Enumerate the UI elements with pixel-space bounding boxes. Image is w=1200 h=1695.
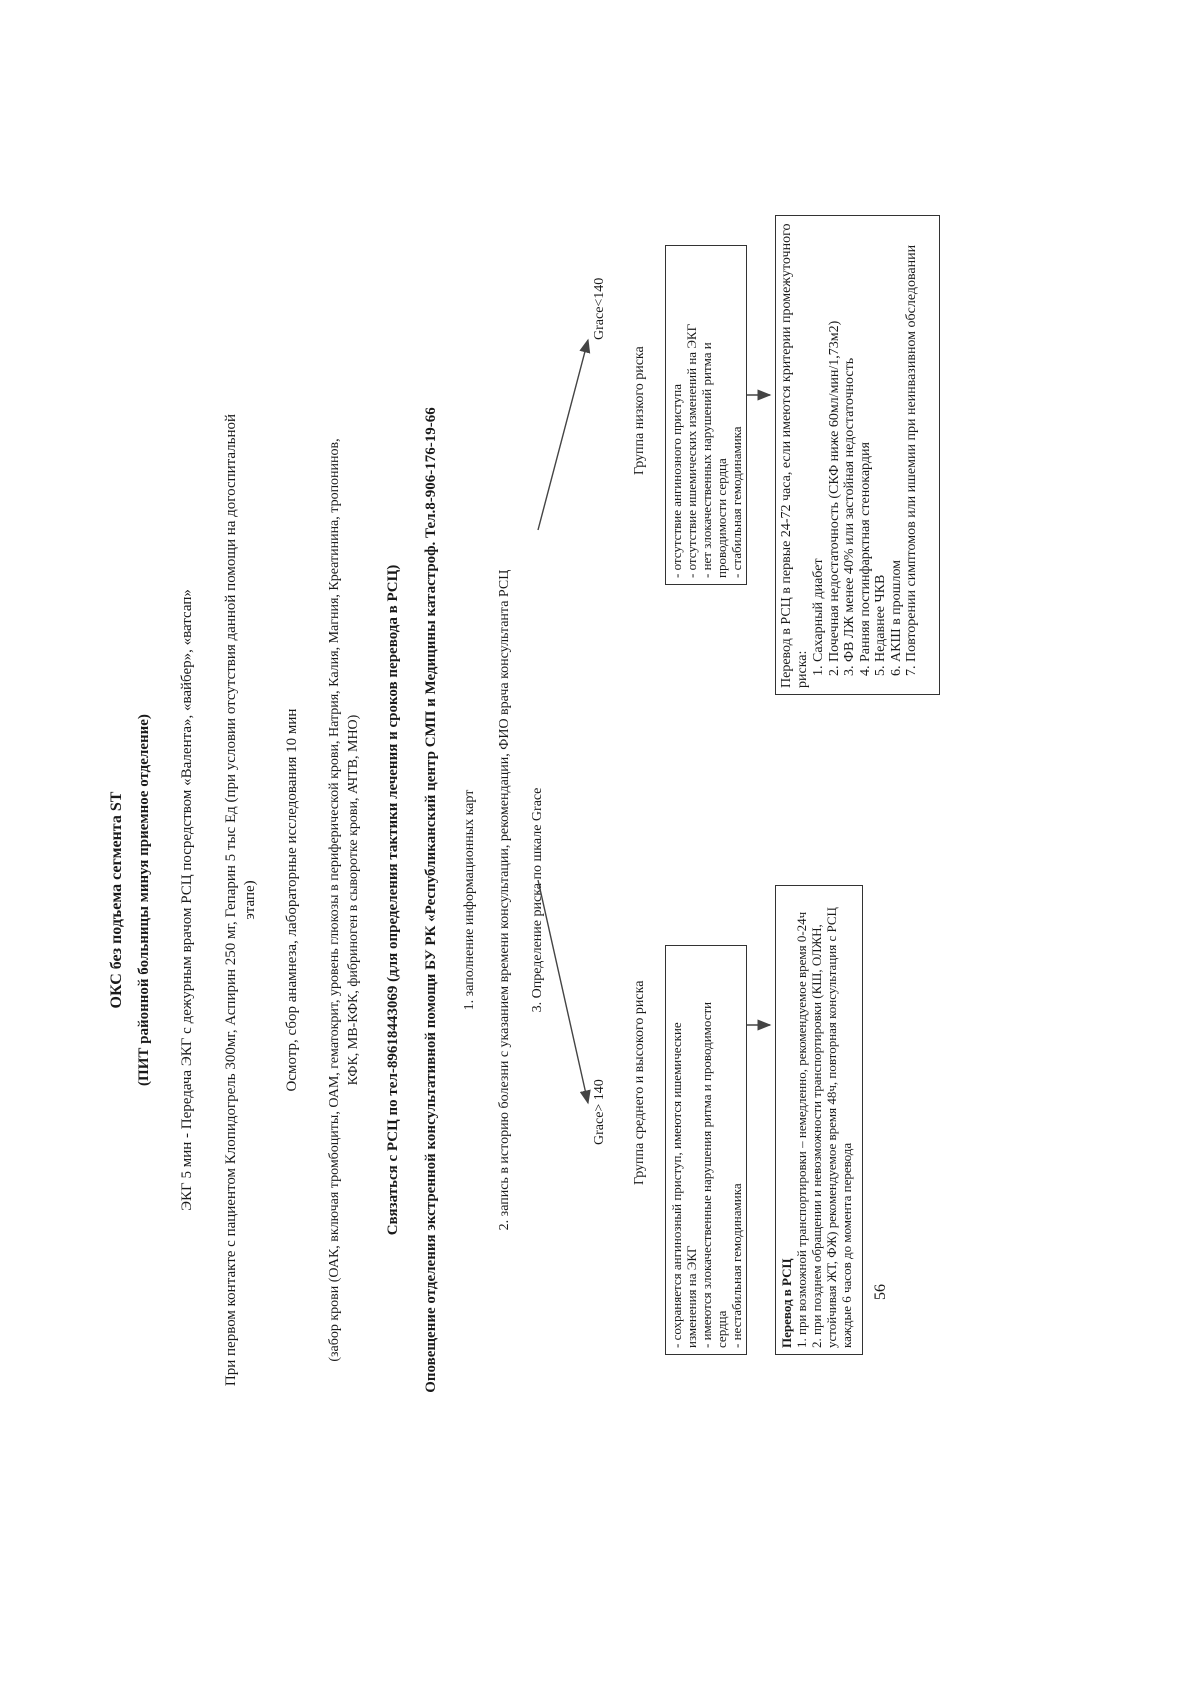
- transfer-low-title-cont: риска:: [795, 650, 810, 688]
- step-first-contact: При первом контакте с пациентом Клопидогрель 300мг, Аспирин 250 мг, Гепарин 5 тыс Ед (при условии отсутствия данной помощи на догоспитальной: [223, 413, 239, 1387]
- transfer-high-title: Перевод в РСЦ: [779, 1258, 794, 1348]
- page-title: ОКС без подъема сегмента ST: [108, 791, 125, 1009]
- criteria-line: сердца: [714, 1310, 729, 1348]
- transfer-low-title: Перевод в РСЦ в первые 24-72 часа, если имеются критерии промежуточного: [779, 223, 794, 688]
- list-item: 6. АКШ в прошлом: [889, 222, 905, 662]
- step-ecg: ЭКГ 5 мин - Передача ЭКГ с дежурным врачом РСЦ посредством «Валента», «вайбер», «ватсап»: [179, 589, 195, 1211]
- list-item: 7. Повторении симптомов или ишемии при неинвазивном обследовании: [904, 222, 920, 662]
- criteria-line: проводимости сердца: [714, 458, 729, 578]
- low-risk-group-title: Группа низкого риска: [632, 346, 647, 475]
- step-exam: Осмотр, сбор анамнеза, лабораторные исследования 10 мин: [284, 708, 300, 1092]
- step-item-2: 2. запись в историю болезни с указанием времени консультации, рекомендации, ФИО врача консультанта РСЦ: [497, 569, 512, 1231]
- page-number: 56: [872, 1284, 889, 1300]
- list-item: 1. Сахарный диабет: [811, 222, 827, 662]
- transfer-line: 2. при позднем обращении и невозможности транспортировки (КШ, ОЛЖН,: [809, 924, 824, 1348]
- arrow-to-high-risk: [538, 880, 588, 1103]
- criteria-line: - имеются злокачественные нарушения ритма и проводимости: [699, 1001, 714, 1348]
- high-risk-group-title: Группа среднего и высокого риска: [632, 980, 647, 1185]
- list-item: 2. Почечная недостаточность (СКФ ниже 60мл/мин/1,73м2): [827, 222, 843, 662]
- criteria-line: - отсутствие ангинозного приступа: [669, 384, 684, 578]
- list-item: 3. ФВ ЛЖ менее 40% или застойная недостаточность: [842, 222, 858, 662]
- low-risk-criteria-box: [665, 245, 747, 585]
- step-item-1: 1. заполнение информационных карт: [462, 789, 477, 1011]
- criteria-line: - нет злокачественных нарушений ритма и: [699, 342, 714, 578]
- transfer-line: каждые 6 часов до момента перевода: [839, 1142, 854, 1348]
- step-notify: Оповещение отделения экстренной консультативной помощи БУ РК «Республиканский центр СМП и Медицины катастроф. Тел.8-906-176-19-66: [423, 407, 439, 1393]
- transfer-line: 1. при возможной транспортировки – немедленно, рекомендуемое время 0-24ч: [794, 911, 809, 1348]
- transfer-low-risk-box: [775, 215, 940, 695]
- list-item: 4. Ранняя постинфарктная стенокардия: [858, 222, 874, 662]
- list-item: 5. Недавнее ЧКВ: [873, 222, 889, 662]
- step-labs: (забор крови (ОАК, включая тромбоциты, ОАМ, гематокрит, уровень глюкозы в периферической крови, Натрия, Калия, Магния, Креатинина, тропонинов,: [327, 438, 342, 1362]
- transfer-line: устойчивая ЖТ, ФЖ) рекомендуемое время 48ч, повторная консультация с РСЦ: [824, 907, 839, 1348]
- grace-high-label: Grace> 140: [592, 1079, 607, 1145]
- high-risk-criteria-box: [665, 945, 747, 1355]
- criteria-line: - сохраняется ангинозный приступ, имеются ишемические: [669, 1022, 684, 1348]
- step-first-contact-cont: этапе): [242, 880, 258, 920]
- criteria-line: - отсутствие ишемических изменений на ЭКГ: [684, 323, 699, 578]
- criteria-line: - стабильная гемодинамика: [729, 426, 744, 578]
- step-item-3: 3. Определение риска по шкале Grace: [530, 787, 545, 1013]
- criteria-line: - нестабильная гемодинамика: [729, 1183, 744, 1348]
- intermediate-risk-list: [811, 222, 920, 688]
- transfer-high-risk-box: [775, 885, 863, 1355]
- page-subtitle: (ПИТ районной больницы минуя приемное отделение): [136, 714, 152, 1086]
- grace-low-label: Grace<140: [592, 277, 607, 340]
- step-labs-cont: КФК, МВ-КФК, фибриноген в сыворотке крови, АЧТВ, МНО): [346, 714, 361, 1086]
- criteria-line: изменения на ЭКГ: [684, 1245, 699, 1348]
- arrow-to-low-risk: [538, 340, 588, 530]
- step-contact-rsc: Связаться с РСЦ по тел-89618443069 (для определения тактики лечения и сроков перевода в РСЦ): [385, 564, 401, 1236]
- rotated-page: [80, 175, 1080, 1625]
